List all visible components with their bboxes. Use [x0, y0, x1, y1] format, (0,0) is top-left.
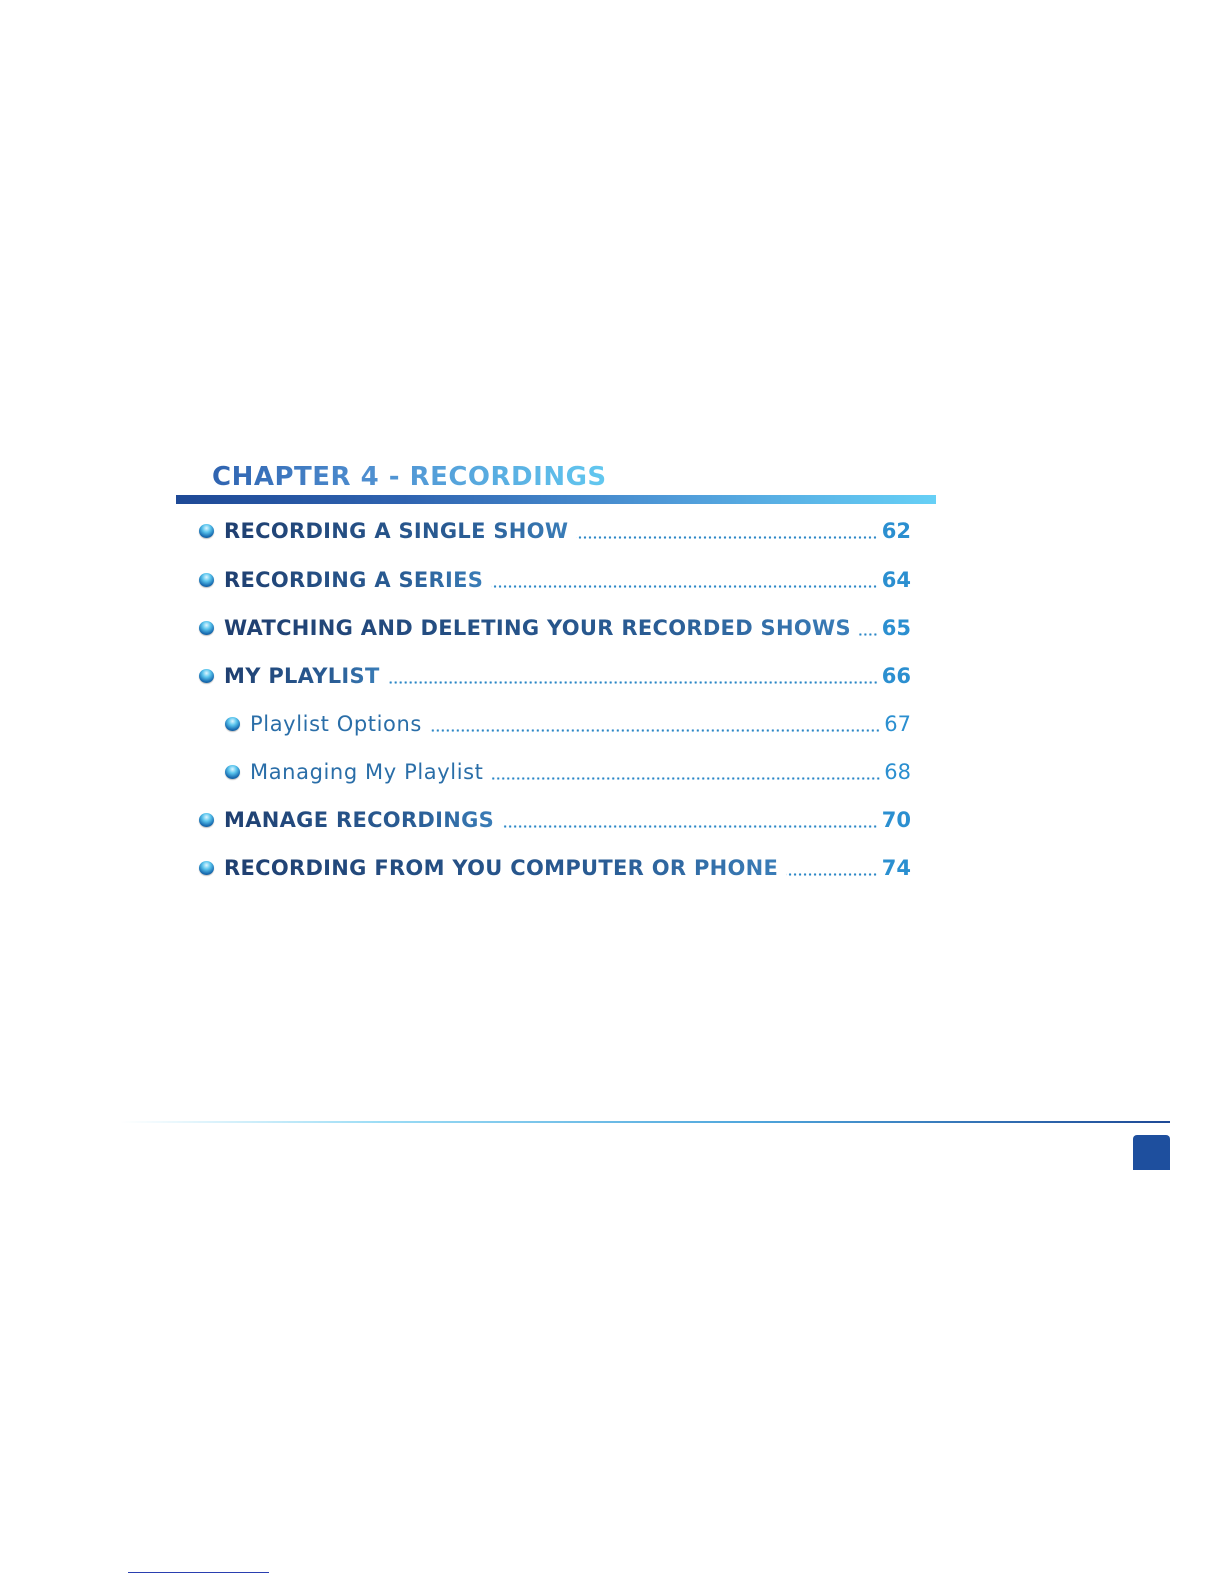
- toc-entry-label: MY PLAYLIST: [224, 664, 380, 688]
- toc-entry-label: Managing My Playlist: [250, 760, 484, 784]
- bullet-icon: [199, 524, 214, 538]
- toc-entry-label: MANAGE RECORDINGS: [224, 808, 495, 832]
- toc-entry[interactable]: [199, 516, 911, 546]
- bullet-icon: [225, 717, 240, 731]
- bullet-icon: [199, 669, 214, 683]
- bullet-icon: [225, 765, 240, 779]
- toc-entry-page: 66: [881, 664, 911, 688]
- toc-entry-label: RECORDING FROM YOU COMPUTER OR PHONE: [224, 856, 779, 880]
- toc-entry[interactable]: [199, 565, 911, 595]
- toc-entry-label: RECORDING A SINGLE SHOW: [224, 519, 569, 543]
- page-tab-badge: [1133, 1135, 1170, 1170]
- dot-leader: [786, 873, 878, 876]
- toc-entry-page: 67: [884, 712, 911, 736]
- footer-divider: [120, 1121, 1170, 1123]
- dot-leader: [388, 681, 878, 684]
- toc-entry-label: WATCHING AND DELETING YOUR RECORDED SHOWS: [224, 616, 851, 640]
- dot-leader: [502, 825, 878, 828]
- dot-leader: [859, 633, 878, 636]
- toc-entry[interactable]: [199, 805, 911, 835]
- toc-subentry[interactable]: [225, 757, 911, 787]
- bullet-icon: [199, 861, 214, 875]
- toc-entry-label: RECORDING A SERIES: [224, 568, 484, 592]
- toc-subentry[interactable]: [225, 709, 911, 739]
- title-underline-bar: [176, 495, 936, 504]
- bullet-icon: [199, 621, 214, 635]
- chapter-title: CHAPTER 4 - RECORDINGS: [212, 462, 607, 492]
- bullet-icon: [199, 813, 214, 827]
- dot-leader: [576, 536, 877, 539]
- dot-leader: [430, 729, 880, 732]
- toc-entry-page: 68: [884, 760, 911, 784]
- toc-entry-page: 62: [881, 519, 911, 543]
- dot-leader: [491, 585, 878, 588]
- bottom-divider: [128, 1572, 269, 1573]
- toc-entry-page: 70: [881, 808, 911, 832]
- toc-entry-page: 74: [881, 856, 911, 880]
- toc-entry[interactable]: [199, 853, 911, 883]
- toc-entry[interactable]: [199, 613, 911, 643]
- toc-entry-page: 65: [881, 616, 911, 640]
- dot-leader: [492, 777, 881, 780]
- toc-entry[interactable]: [199, 661, 911, 691]
- toc-entry-label: Playlist Options: [250, 712, 422, 736]
- toc-entry-page: 64: [881, 568, 911, 592]
- bullet-icon: [199, 573, 214, 587]
